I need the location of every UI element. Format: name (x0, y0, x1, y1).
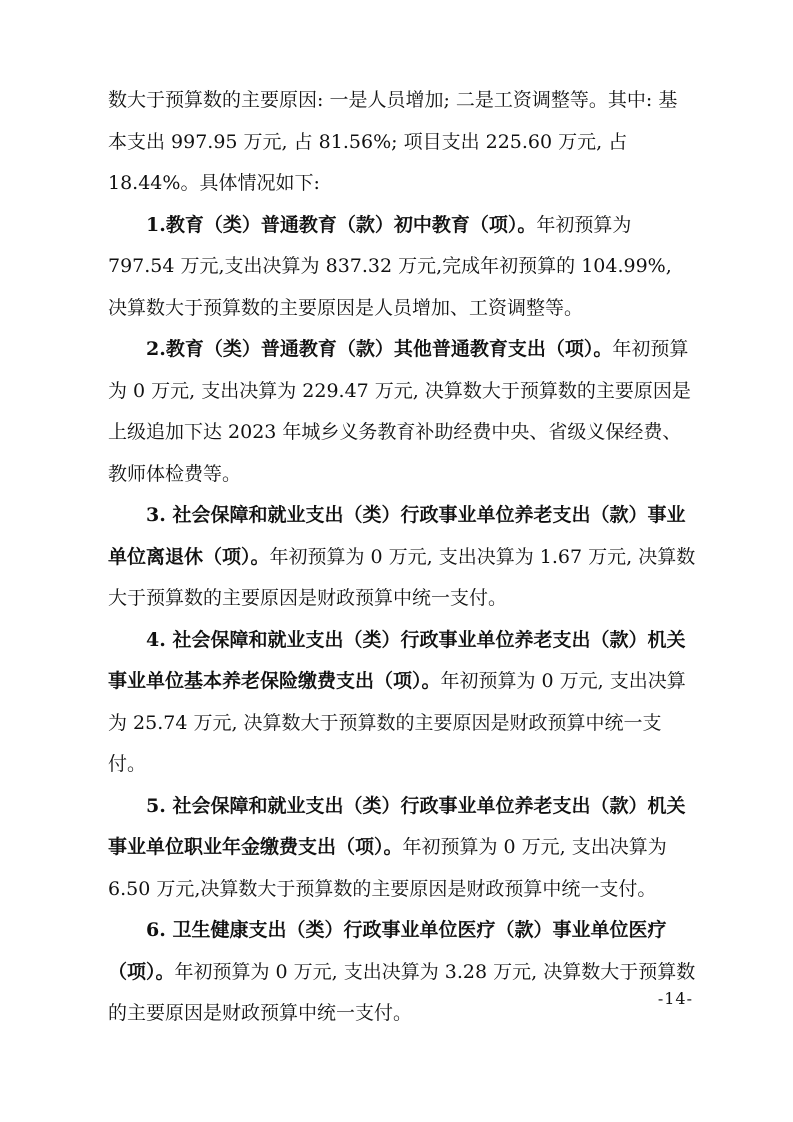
paragraph-body: 年初预算为 797.54 万元,支出决算为 837.32 万元,完成年初预算的 104.99%, 决算数大于预算数的主要原因是人员增加、工资调整等。 (108, 213, 672, 319)
paragraph-body: 数大于预算数的主要原因: 一是人员增加; 二是工资调整等。其中: 基本支出 997.95 万元, 占 81.56%; 项目支出 225.60 万元, 占 18.44%。具体情况如下: (108, 89, 678, 194)
page-number: -14- (657, 989, 693, 1008)
paragraph-item-3 (108, 495, 696, 620)
paragraph-item-1 (108, 205, 696, 330)
paragraph-body: 年初预算为 0 万元, 支出决算为 229.47 万元, 决算数大于预算数的主要原因是上级追加下达 2023 年城乡义务教育补助经费中央、省级义保经费、教师体检费等。 (108, 338, 691, 485)
paragraph-body: 年初预算为 0 万元, 支出决算为 3.28 万元, 决算数大于预算数的主要原因是财政预算中统一支付。 (108, 960, 696, 1024)
body-text (108, 80, 696, 1035)
paragraph-item-4 (108, 620, 696, 786)
paragraph-heading: 1.教育（类）普通教育（款）初中教育（项）。 (146, 213, 537, 236)
paragraph-body: 年初预算为 0 万元, 支出决算为 6.50 万元,决算数大于预算数的主要原因是财政预算中统一支付。 (108, 836, 667, 900)
paragraph-heading: 5. 社会保障和就业支出（类）行政事业单位养老支出（款）机关事业单位职业年金缴费支出（项）。 (108, 794, 686, 858)
paragraph-item-5 (108, 786, 696, 911)
paragraph-heading: 6. 卫生健康支出（类）行政事业单位医疗（款）事业单位医疗（项）。 (108, 919, 667, 983)
paragraph-heading: 3. 社会保障和就业支出（类）行政事业单位养老支出（款）事业单位离退休（项）。 (108, 504, 686, 568)
paragraph-heading: 2.教育（类）普通教育（款）其他普通教育支出（项）。 (146, 338, 613, 360)
paragraph-body: 年初预算为 0 万元, 支出决算为 1.67 万元, 决算数大于预算数的主要原因是财政预算中统一支付。 (108, 545, 696, 609)
paragraph-heading: 4. 社会保障和就业支出（类）行政事业单位养老支出（款）机关事业单位基本养老保险缴费支出（项）。 (108, 628, 686, 692)
paragraph-item-6 (108, 910, 696, 1035)
paragraph-continuation (108, 80, 696, 205)
paragraph-item-2 (108, 329, 696, 495)
paragraph-body: 年初预算为 0 万元, 支出决算为 25.74 万元, 决算数大于预算数的主要原因是财政预算中统一支付。 (108, 670, 686, 775)
